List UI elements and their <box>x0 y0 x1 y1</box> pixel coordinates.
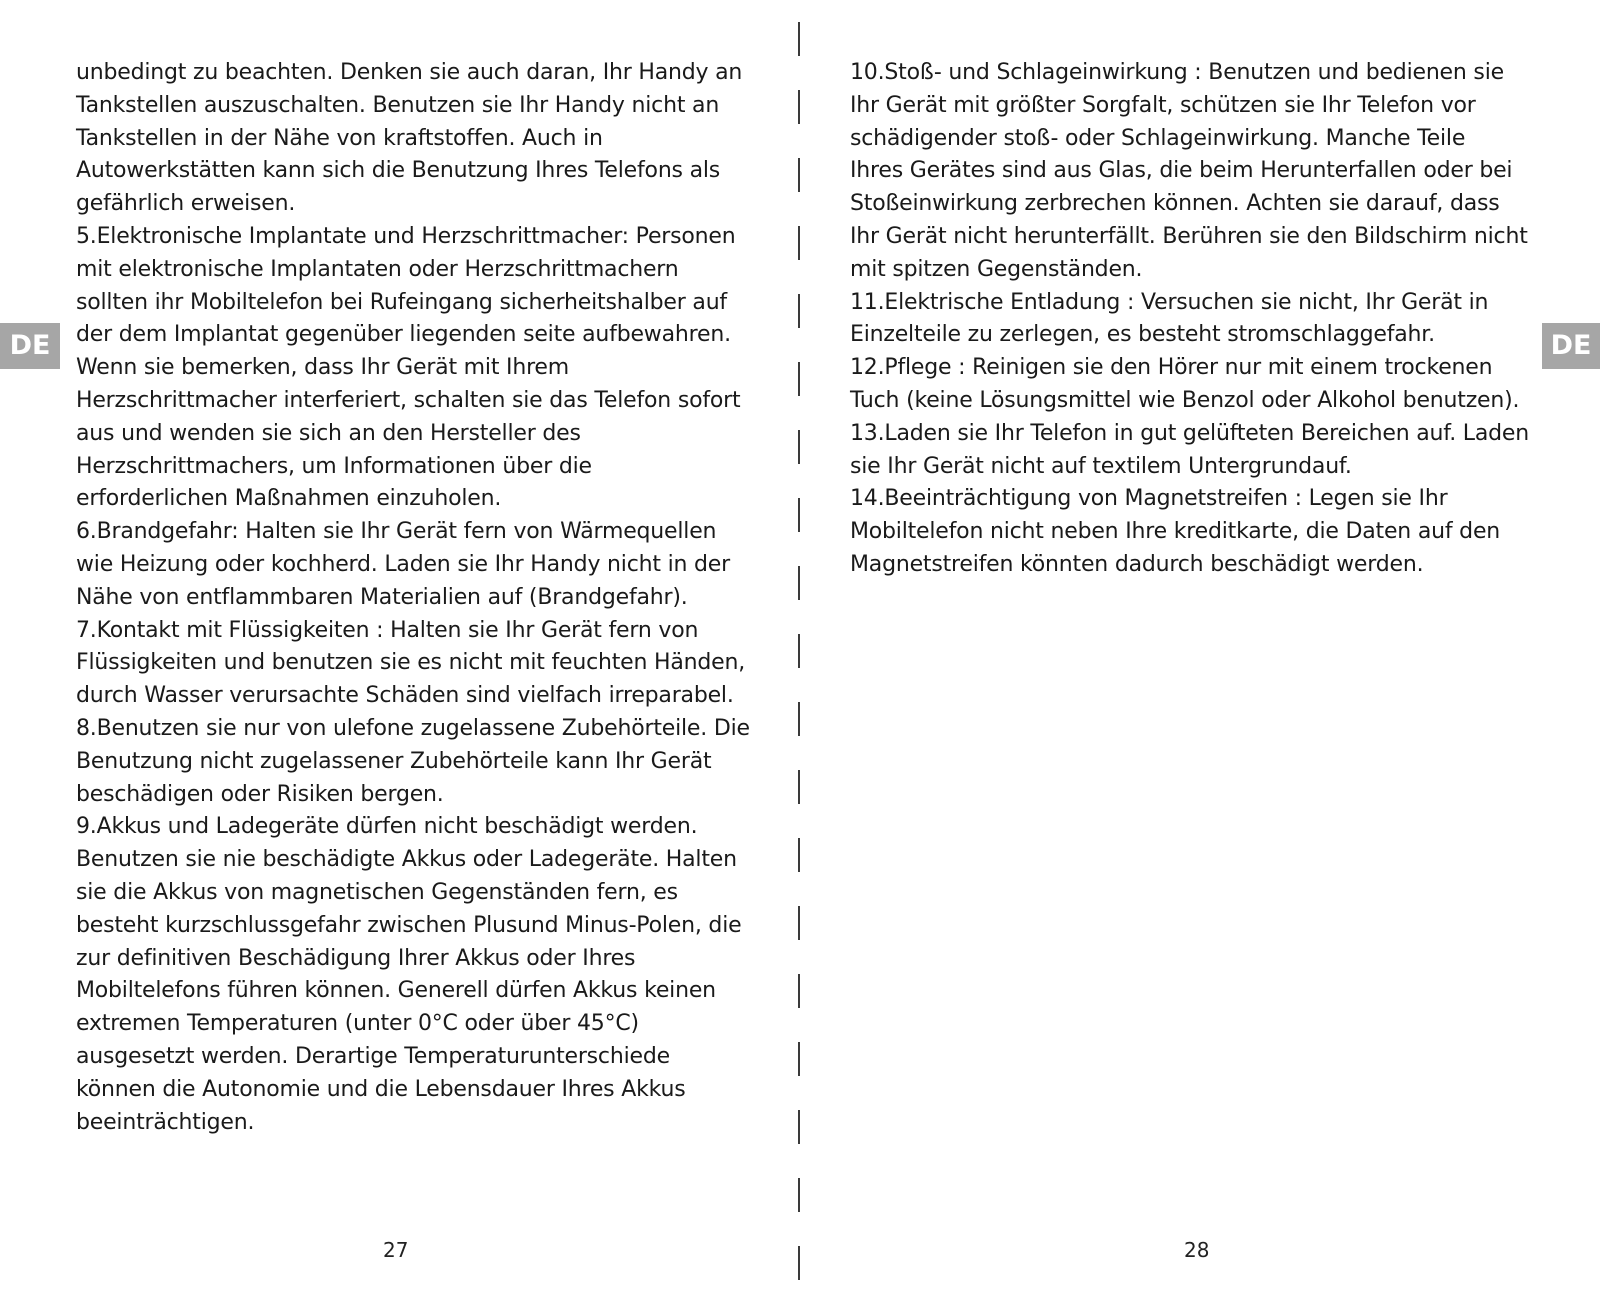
paragraph-liquids: 7.Kontakt mit Flüssigkeiten : Halten sie Ihr Gerät fern von Flüssigkeiten und benutzen sie es nicht mit feuchten Händen, durch Wasser verursachte Schäden sind vielfach irreparabel. <box>76 617 746 709</box>
paragraph-fuel-stations: unbedingt zu beachten. Denken sie auch daran, Ihr Handy an Tankstellen auszuschalten. Benutzen sie Ihr Handy nicht an Tankstellen in der Nähe von kraftstoffen. Auch in Autowerkstätten kann sich die Benutzung Ihres Telefons als gefährlich erweisen. <box>76 60 743 217</box>
paragraph-accessories: 8.Benutzen sie nur von ulefone zugelassene Zubehörteile. Die Benutzung nicht zugelassener Zubehörteile kann Ihr Gerät beschädigen oder Risiken bergen. <box>76 715 750 807</box>
paragraph-magnetic-strips: 14.Beeinträchtigung von Magnetstreifen : Legen sie Ihr Mobiltelefon nicht neben Ihre kreditkarte, die Daten auf den Magnetstreifen könnten dadurch beschädigt werden. <box>850 486 1501 577</box>
left-page <box>0 0 798 1292</box>
paragraph-electric-discharge: 11.Elektrische Entladung : Versuchen sie nicht, Ihr Gerät in Einzelteile zu zerlegen, es besteht stromschlaggefahr. <box>850 289 1489 348</box>
language-tab-right: DE <box>1542 323 1600 369</box>
paragraph-charging: 13.Laden sie Ihr Telefon in gut gelüfteten Bereichen auf. Laden sie Ihr Gerät nicht auf textilem Untergrundauf. <box>850 420 1529 479</box>
page-number-right: 28 <box>1184 1238 1210 1262</box>
paragraph-implants: 5.Elektronische Implantate und Herzschrittmacher: Personen mit elektronische Implantaten oder Herzschrittmachern sollten ihr Mobiltelefon bei Rufeingang sicherheitshalber auf der dem Implantat gegenüber liegenden seite aufbewahren. Wenn sie bemerken, dass Ihr Gerät mit Ihrem Herzschrittmacher interferiert, schalten sie das Telefon sofort aus und wenden sie sich an den Hersteller des Herzschrittmachers, um Informationen über die erforderlichen Maßnahmen einzuholen. <box>76 223 741 512</box>
left-page-text <box>76 57 754 1139</box>
right-page <box>800 0 1600 1292</box>
language-tab-left: DE <box>0 323 60 369</box>
paragraph-fire-hazard: 6.Brandgefahr: Halten sie Ihr Gerät fern von Wärmequellen wie Heizung oder kochherd. Laden sie Ihr Handy nicht in der Nähe von entflammbaren Materialien auf (Brandgefahr). <box>76 519 730 610</box>
paragraph-care: 12.Pflege : Reinigen sie den Hörer nur mit einem trockenen Tuch (keine Lösungsmittel wie Benzol oder Alkohol benutzen). <box>850 355 1520 413</box>
paragraph-batteries: 9.Akkus und Ladegeräte dürfen nicht beschädigt werden. Benutzen sie nie beschädigte Akkus oder Ladegeräte. Halten sie die Akkus von magnetischen Gegenständen fern, es besteht kurzschlussgefahr zwischen Plusund Minus-Polen, die zur definitiven Beschädigung Ihrer Akkus oder Ihres Mobiltelefons führen können. Generell dürfen Akkus keinen extremen Temperaturen (unter 0°C oder über 45°C) ausgesetzt werden. Derartige Temperaturunterschiede können die Autonomie und die Lebensdauer Ihres Akkus beeinträchtigen. <box>76 814 742 1135</box>
page-number-left: 27 <box>383 1238 409 1262</box>
paragraph-impact: 10.Stoß- und Schlageinwirkung : Benutzen und bedienen sie Ihr Gerät mit größter Sorgfalt, schützen sie Ihr Telefon vor schädigender stoß- oder Schlageinwirkung. Manche Teile Ihres Gerätes sind aus Glas, die beim Herunterfallen oder bei Stoßeinwirkung zerbrechen können. Achten sie darauf, dass Ihr Gerät nicht herunterfällt. Berühren sie den Bildschirm nicht mit spitzen Gegenständen. <box>850 60 1528 282</box>
right-page-text <box>850 57 1540 582</box>
